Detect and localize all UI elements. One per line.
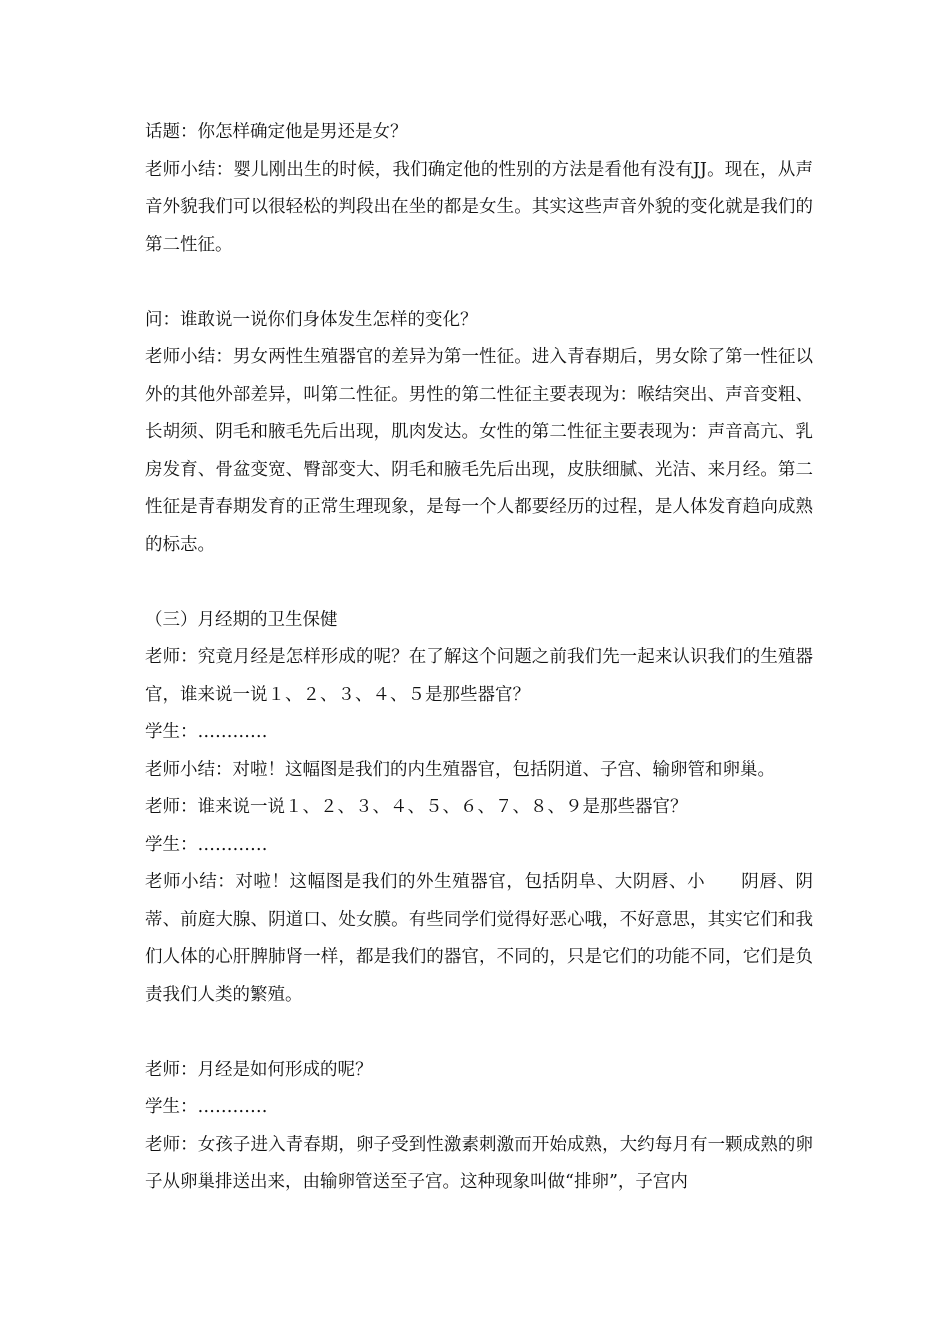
paragraph-topic-question: 话题：你怎样确定他是男还是女？ <box>145 122 408 142</box>
blank-line <box>145 1014 813 1052</box>
paragraph-teacher-question-3: 老师：月经是如何形成的呢？ <box>145 1059 373 1080</box>
paragraph-question-body-changes: 问：谁敢说一说你们身体发生怎样的变化？ <box>145 309 478 330</box>
paragraph-teacher-explanation: 老师：女孩子进入青春期，卵子受到性激素刺激而开始成熟，大约每月有一颗成熟的卵子从卵巢排送出来，由输卵管送至子宫。这种现象叫做“排卵”，子宫内 <box>145 1134 813 1192</box>
section-heading-menstrual-hygiene: （三）月经期的卫生保健 <box>145 609 338 630</box>
document-body <box>145 114 813 1202</box>
paragraph-teacher-question-1: 老师：究竟月经是怎样形成的呢？在了解这个问题之前我们先一起来认识我们的生殖器官，谁来说一说１、２、３、４、５是那些器官？ <box>145 647 813 705</box>
paragraph-teacher-summary-2: 老师小结：男女两性生殖器官的差异为第一性征。进入青春期后，男女除了第一性征以外的其他外部差异，叫第二性征。男性的第二性征主要表现为：喉结突出、声音变粗、长胡须、阴毛和腋毛先后出现，肌肉发达。女性的第二性征主要表现为：声音高亢、乳房发育、骨盆变宽、臀部变大、阴毛和腋毛先后出现，皮肤细腻、光洁、来月经。第二性征是青春期发育的正常生理现象，是每一个人都要经历的过程，是人体发育趋向成熟的标志。 <box>145 347 813 555</box>
paragraph-teacher-summary-1: 老师小结：婴儿刚出生的时候，我们确定他的性别的方法是看他有没有JJ。现在，从声音外貌我们可以很轻松的判段出在坐的都是女生。其实这些声音外貌的变化就是我们的第二性征。 <box>145 159 813 255</box>
paragraph-teacher-summary-4: 老师小结：对啦！这幅图是我们的外生殖器官，包括阴阜、大阴唇、小 阴唇、阴蒂、前庭大腺、阴道口、处女膜。有些同学们觉得好恶心哦，不好意思，其实它们和我们人体的心肝脾肺肾一样，都是我们的器官，不同的，只是它们的功能不同，它们是负责我们人类的繁殖。 <box>145 872 813 1005</box>
paragraph-student-answer-2: 学生：………… <box>145 834 268 855</box>
paragraph-teacher-question-2: 老师：谁来说一说１、２、３、４、５、６、７、８、９是那些器官？ <box>145 797 688 817</box>
paragraph-teacher-summary-3: 老师小结：对啦！这幅图是我们的内生殖器官，包括阴道、子宫、输卵管和卵巢。 <box>145 759 775 780</box>
blank-line <box>145 264 813 302</box>
paragraph-student-answer-3: 学生：………… <box>145 1097 268 1117</box>
blank-line <box>145 564 813 602</box>
paragraph-student-answer-1: 学生：………… <box>145 722 268 742</box>
